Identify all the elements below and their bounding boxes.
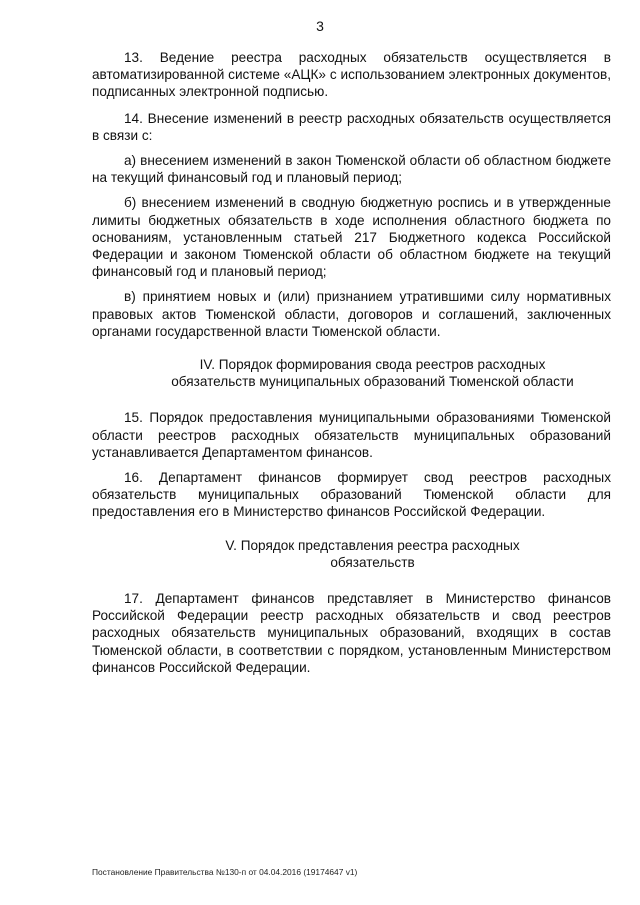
paragraph-16: 16. Департамент финансов формирует свод реестров расходных обязательств муниципальных образований Тюменской области для предоставления его в Министерство финансов Российской Федерации. xyxy=(92,470,611,520)
section-5-title-line-1: V. Порядок представления реестра расходных xyxy=(225,537,520,553)
page-number: 3 xyxy=(316,18,324,34)
paragraph-15: 15. Порядок предоставления муниципальными образованиями Тюменской области реестров расходных обязательств муниципальных образований устанавливается Департаментом финансов. xyxy=(92,410,611,460)
section-4-title-line-1: IV. Порядок формирования свода реестров расходных xyxy=(199,357,546,373)
paragraph-14: 14. Внесение изменений в реестр расходных обязательств осуществляется в связи с: xyxy=(92,110,611,143)
paragraph-14c: в) принятием новых и (или) признанием утратившими силу нормативных правовых актов Тюменской области, договоров и соглашений, заключенных органами государственной власти Тюменской области. xyxy=(92,289,611,339)
paragraph-14a: а) внесением изменений в закон Тюменской области об областном бюджете на текущий финансовый год и плановый период; xyxy=(92,153,611,186)
section-5-heading xyxy=(92,537,611,571)
document-footer: Постановление Правительства №130-п от 04.04.2016 (19174647 v1) xyxy=(92,867,358,877)
section-4-title-line-2: обязательств муниципальных образований Тюменской области xyxy=(171,374,574,390)
paragraph-14b: б) внесением изменений в сводную бюджетную роспись и в утвержденные лимиты бюджетных обязательств в ходе исполнения областного бюджета по основаниям, установленным статьей 217 Бюджетного кодекса Российской Федерации и законом Тюменской области об областном бюджете на текущий финансовый год и плановый период; xyxy=(92,195,611,280)
paragraph-13: 13. Ведение реестра расходных обязательств осуществляется в автоматизированной системе «АЦК» с использованием электронных документов, подписанных электронной подписью. xyxy=(92,50,611,100)
document-body xyxy=(92,49,611,684)
section-5-title-line-2: обязательств xyxy=(330,554,415,570)
section-4-heading xyxy=(92,356,611,390)
paragraph-17: 17. Департамент финансов представляет в Министерство финансов Российской Федерации реестр расходных обязательств и свод реестров расходных обязательств муниципальных образований, входящих в состав Тюменской области, в соответствии с порядком, установленным Министерством финансов Российской Федерации. xyxy=(92,591,611,675)
